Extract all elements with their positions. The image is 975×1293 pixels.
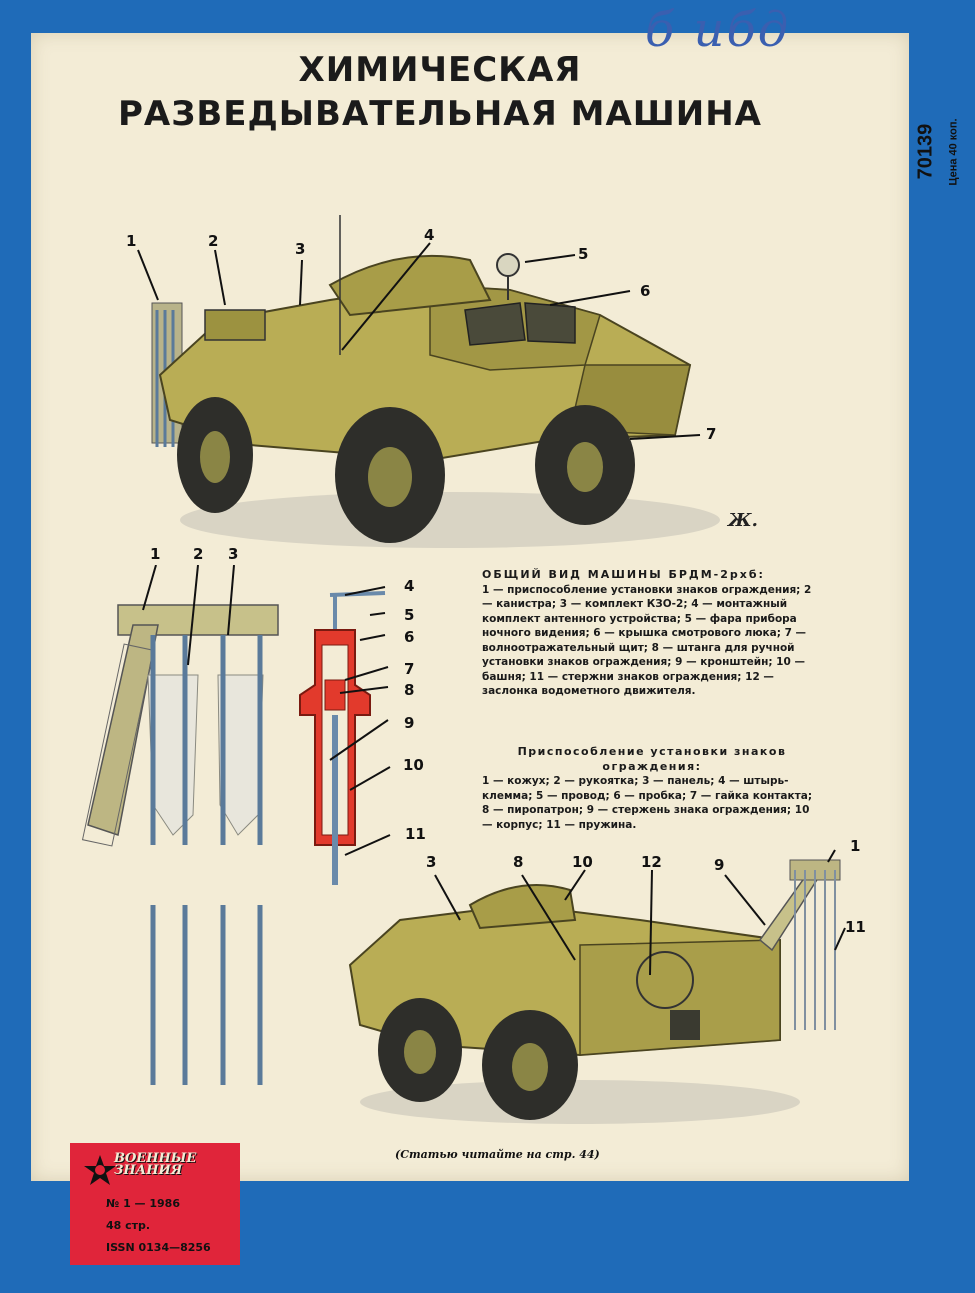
general-view-text: 1 — приспособление установки знаков ограждения; 2 — канистра; 3 — комплект КЗО-2; 4 — монтажный комплект антенного устройства; 5 — фара прибора ночного видения; 6 — крышка смотрового люка; 7 — волноотражательный щит; 8 — штанга для ручной установки знаков ограждения; 9 — кронштейн; 10 — башня; 11 — стержни знаков ограждения; 12 — заслонка водометного движителя. (482, 583, 812, 697)
wheel-front-left (335, 407, 445, 543)
illustrator-signature: Ж. (728, 510, 758, 531)
label-device-4: 4 (404, 577, 415, 595)
label-rack-2: 2 (193, 545, 204, 563)
hatch-covers (465, 303, 525, 345)
label-rear-12: 12 (641, 853, 662, 871)
device-heading: Приспособление установки знаков ограждения: (517, 745, 787, 773)
handwritten-note: б ибд (645, 2, 791, 58)
night-light (497, 254, 519, 276)
issue-number: № 1 — 1986 (106, 1197, 180, 1210)
vehicle-rear-illustration (340, 840, 860, 1130)
rear-turret (470, 885, 575, 928)
marker-flags (148, 675, 263, 835)
label-device-10: 10 (403, 756, 424, 774)
device-legend (482, 745, 822, 832)
rack-bracket (88, 625, 158, 835)
label-front-5: 5 (578, 245, 589, 263)
label-device-8: 8 (404, 681, 415, 699)
general-view-legend (482, 568, 822, 699)
label-front-4: 4 (424, 226, 435, 244)
issn: ISSN 0134—8256 (106, 1241, 211, 1254)
canister (205, 310, 265, 340)
label-front-1: 1 (126, 232, 137, 250)
page-count: 48 стр. (106, 1219, 151, 1232)
title-line-2: РАЗВЕДЫВАТЕЛЬНАЯ МАШИНА (118, 94, 762, 134)
label-rack-1: 1 (150, 545, 161, 563)
wheel-rear-left (177, 397, 253, 513)
label-device-5: 5 (404, 606, 415, 624)
title-line-1: ХИМИЧЕСКАЯ (298, 50, 582, 90)
label-rack-3: 3 (228, 545, 239, 563)
label-rear-11: 11 (845, 918, 866, 936)
page-title (100, 48, 780, 136)
index-number: 70139 (914, 123, 937, 180)
article-reference: (Статью читайте на стр. 44) (395, 1148, 600, 1161)
label-rear-9: 9 (714, 856, 725, 874)
label-front-3: 3 (295, 240, 306, 258)
device-text: 1 — кожух; 2 — рукоятка; 3 — панель; 4 — штырь-клемма; 5 — провод; 6 — пробка; 7 — гайка контакта; 8 — пиропатрон; 9 — стержень знака ограждения; 10 — корпус; 11 — пружина. (482, 775, 813, 831)
label-rear-1: 1 (850, 837, 861, 855)
issue-badge (70, 1143, 240, 1265)
rear-bracket (760, 870, 820, 950)
wheel-front-right (535, 405, 635, 525)
magazine-logo: ВОЕННЫЕ ЗНАНИЯ (114, 1151, 197, 1178)
vehicle-front-illustration (130, 215, 730, 555)
label-rear-3: 3 (426, 853, 437, 871)
label-front-6: 6 (640, 282, 651, 300)
vehicle-shadow (180, 492, 720, 548)
label-device-11: 11 (405, 825, 426, 843)
label-rear-10: 10 (572, 853, 593, 871)
side-index-block (912, 110, 972, 200)
pyro-cartridge (325, 680, 345, 710)
general-view-heading: ОБЩИЙ ВИД МАШИНЫ БРДМ-2рхб: (482, 568, 765, 581)
price-label: Цена 40 коп. (947, 118, 960, 186)
label-front-7: 7 (706, 425, 717, 443)
label-device-6: 6 (404, 628, 415, 646)
label-rear-8: 8 (513, 853, 524, 871)
label-device-7: 7 (404, 660, 415, 678)
marker-rack-illustration (78, 565, 288, 1095)
label-device-9: 9 (404, 714, 415, 732)
label-front-2: 2 (208, 232, 219, 250)
